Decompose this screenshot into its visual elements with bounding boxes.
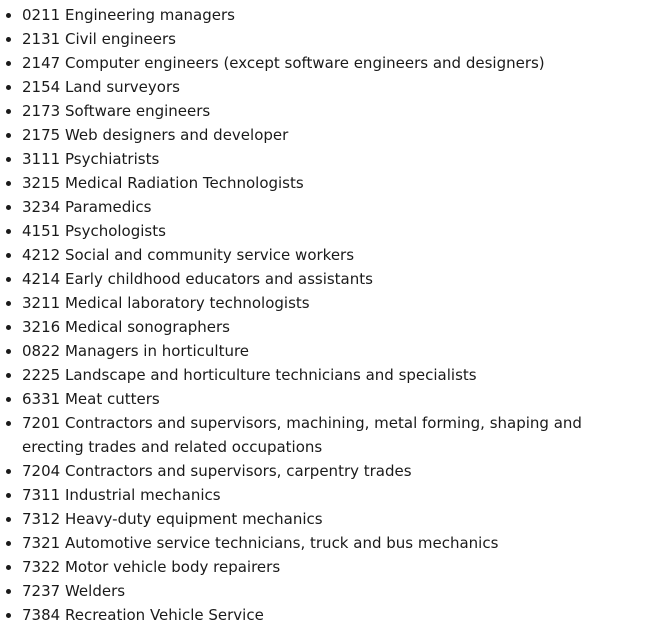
occupation-code: 7321 (22, 534, 61, 552)
list-item (0, 27, 640, 51)
occupation-code: 7201 (22, 414, 61, 432)
list-item (0, 99, 640, 123)
bullet-icon (6, 109, 11, 114)
occupation-code: 7312 (22, 510, 61, 528)
occupation-title: Psychiatrists (64, 150, 160, 168)
occupation-title: Meat cutters (64, 390, 160, 408)
occupation-code: 4214 (22, 270, 61, 288)
occupation-code: 7204 (22, 462, 61, 480)
list-item (0, 195, 640, 219)
occupation-title: Industrial mechanics (64, 486, 221, 504)
occupation-code: 2154 (22, 78, 61, 96)
occupation-code: 7237 (22, 582, 61, 600)
list-item (0, 483, 640, 507)
list-item (0, 363, 640, 387)
list-item (0, 219, 640, 243)
occupation-title: Medical laboratory technologists (64, 294, 310, 312)
occupation-title: Heavy-duty equipment mechanics (64, 510, 323, 528)
occupation-title: Web designers and developer (64, 126, 289, 144)
bullet-icon (6, 421, 11, 426)
bullet-icon (6, 301, 11, 306)
occupation-title: Landscape and horticulture technicians and specialists (64, 366, 477, 384)
occupation-list (0, 3, 640, 627)
occupation-code: 3215 (22, 174, 61, 192)
occupation-code: 6331 (22, 390, 61, 408)
occupation-code: 2147 (22, 54, 61, 72)
bullet-icon (6, 253, 11, 258)
occupation-title: Psychologists (64, 222, 166, 240)
occupation-code: 3111 (22, 150, 61, 168)
occupation-code: 0211 (22, 6, 61, 24)
bullet-icon (6, 181, 11, 186)
occupation-title: Medical Radiation Technologists (64, 174, 304, 192)
list-item (0, 51, 640, 75)
bullet-icon (6, 229, 11, 234)
occupation-title: Land surveyors (64, 78, 180, 96)
occupation-title: Contractors and supervisors, machining, metal forming, shaping and erecting trades and related occupations (22, 414, 582, 456)
bullet-icon (6, 565, 11, 570)
bullet-icon (6, 517, 11, 522)
bullet-icon (6, 277, 11, 282)
bullet-icon (6, 613, 11, 618)
occupation-title: Contractors and supervisors, carpentry trades (64, 462, 412, 480)
list-item (0, 123, 640, 147)
occupation-title: Welders (64, 582, 126, 600)
list-item (0, 507, 640, 531)
occupation-title: Recreation Vehicle Service (64, 606, 264, 624)
occupation-title: Social and community service workers (64, 246, 355, 264)
list-item (0, 387, 640, 411)
occupation-code: 3234 (22, 198, 61, 216)
occupation-title: Civil engineers (64, 30, 176, 48)
occupation-title: Managers in horticulture (64, 342, 250, 360)
bullet-icon (6, 349, 11, 354)
list-item (0, 411, 640, 459)
bullet-icon (6, 61, 11, 66)
occupation-code: 7311 (22, 486, 61, 504)
occupation-code: 7322 (22, 558, 61, 576)
occupation-title: Engineering managers (64, 6, 235, 24)
occupation-title: Early childhood educators and assistants (64, 270, 373, 288)
occupation-title: Computer engineers (except software engineers and designers) (64, 54, 545, 72)
list-item (0, 291, 640, 315)
occupation-title: Software engineers (64, 102, 211, 120)
occupation-code: 2173 (22, 102, 61, 120)
list-item (0, 75, 640, 99)
bullet-icon (6, 541, 11, 546)
list-item (0, 267, 640, 291)
occupation-code: 4212 (22, 246, 61, 264)
bullet-icon (6, 397, 11, 402)
occupation-code: 0822 (22, 342, 61, 360)
occupation-title: Motor vehicle body repairers (64, 558, 281, 576)
bullet-icon (6, 37, 11, 42)
bullet-icon (6, 589, 11, 594)
list-item (0, 339, 640, 363)
bullet-icon (6, 493, 11, 498)
bullet-icon (6, 205, 11, 210)
list-item (0, 555, 640, 579)
occupation-title: Medical sonographers (64, 318, 230, 336)
list-item (0, 315, 640, 339)
bullet-icon (6, 13, 11, 18)
occupation-code: 2225 (22, 366, 61, 384)
list-item (0, 243, 640, 267)
occupation-code: 2175 (22, 126, 61, 144)
occupation-title: Paramedics (64, 198, 152, 216)
list-item (0, 531, 640, 555)
list-item (0, 147, 640, 171)
list-item (0, 171, 640, 195)
occupation-code: 7384 (22, 606, 61, 624)
bullet-icon (6, 469, 11, 474)
list-item (0, 603, 640, 627)
bullet-icon (6, 133, 11, 138)
bullet-icon (6, 325, 11, 330)
occupation-code: 2131 (22, 30, 61, 48)
bullet-icon (6, 157, 11, 162)
list-item (0, 579, 640, 603)
bullet-icon (6, 85, 11, 90)
bullet-icon (6, 373, 11, 378)
occupation-code: 3211 (22, 294, 61, 312)
list-item (0, 459, 640, 483)
occupation-code: 3216 (22, 318, 61, 336)
list-item (0, 3, 640, 27)
occupation-code: 4151 (22, 222, 61, 240)
occupation-title: Automotive service technicians, truck and bus mechanics (64, 534, 499, 552)
